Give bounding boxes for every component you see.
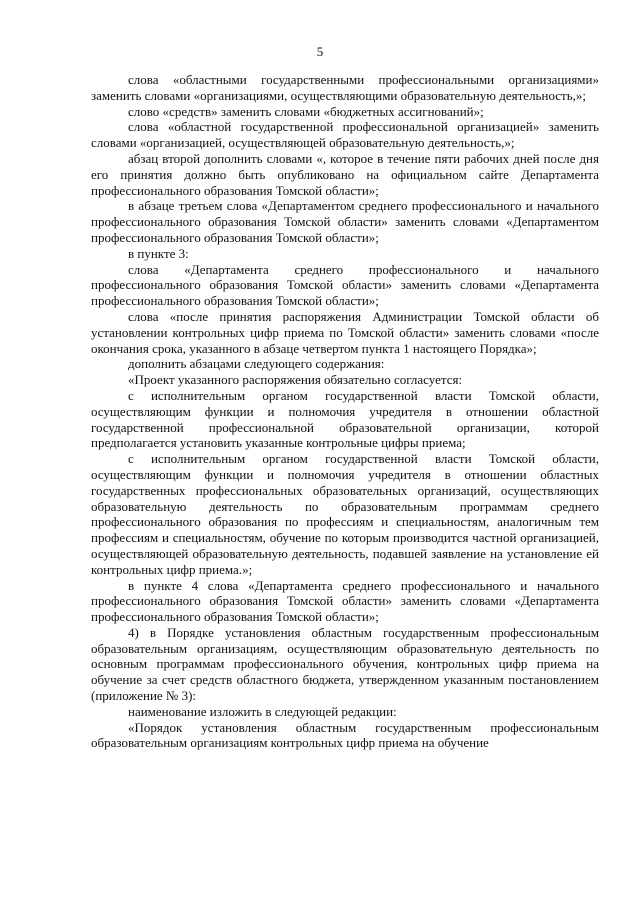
paragraph: с исполнительным органом государственной власти Томской области, осуществляющим функции и полномочия учредителя в отношении областной государственной профессиональной образовательной организации, которой предполагается установить указанные контрольные цифры приема; — [91, 387, 599, 451]
paragraph: слова «после принятия распоряжения Администрации Томской области об установлении контрольных цифр приема по Томской области» заменить словами «после окончания срока, указанного в абзаце четвертом пункта 1 настоящего Порядка»; — [91, 308, 599, 356]
paragraph: слова «областной государственной профессиональной организацией» заменить словами «организацией, осуществляющей образовательную деятельность,»; — [91, 119, 599, 151]
paragraph: слово «средств» заменить словами «бюджетных ассигнований»; — [128, 103, 484, 119]
page-number: 5 — [316, 44, 324, 59]
paragraph: дополнить абзацами следующего содержания: — [128, 356, 385, 372]
paragraph: в пункте 3: — [128, 245, 189, 261]
paragraph: «Проект указанного распоряжения обязательно согласуется: — [128, 372, 463, 388]
paragraph: с исполнительным органом государственной власти Томской области, осуществляющим функции и полномочия учредителя в отношении областных государственных профессиональных образовательных организаций, осуществляющих образовательную деятельность по образовательным программам среднего профессионального образования по профессиям и специальностям, аналогичным тем профессиям и специальностям, обучение по которым производится частной организацией, осуществляющей образовательную деятельность, подавшей заявление на установление ей контрольных цифр приема.»; — [91, 451, 599, 577]
document-body — [91, 72, 599, 751]
paragraph: абзац второй дополнить словами «, которое в течение пяти рабочих дней после дня его принятия должно быть опубликовано на официальном сайте Департамента профессионального образования Томской области»; — [91, 150, 599, 198]
paragraph: 4) в Порядке установления областным государственным профессиональным образовательным организациям, осуществляющим образовательную деятельность по основным программам профессионального обучения, контрольных цифр приема на обучение за счет средств областного бюджета, утвержденном указанным постановлением (приложение № 3): — [91, 624, 599, 704]
paragraph: слова «Департамента среднего профессионального и начального профессионального образования Томской области» заменить словами «Департамента профессионального образования Томской области»; — [91, 261, 599, 309]
paragraph: слова «областными государственными профессиональными организациями» заменить словами «организациями, осуществляющими образовательную деятельность,»; — [91, 72, 599, 103]
paragraph: в абзаце третьем слова «Департаментом среднего профессионального и начального профессионального образования Томской области» заменить словами «Департаментом профессионального образования Томской области»; — [91, 198, 599, 245]
paragraph: в пункте 4 слова «Департамента среднего профессионального и начального профессионального образования Томской области» заменить словами «Департамента профессионального образования Томской области»; — [91, 577, 599, 625]
paragraph: «Порядок установления областным государственным профессиональным образовательным организациям контрольных цифр приема на обучение — [91, 719, 599, 751]
paragraph: наименование изложить в следующей редакции: — [128, 703, 397, 719]
